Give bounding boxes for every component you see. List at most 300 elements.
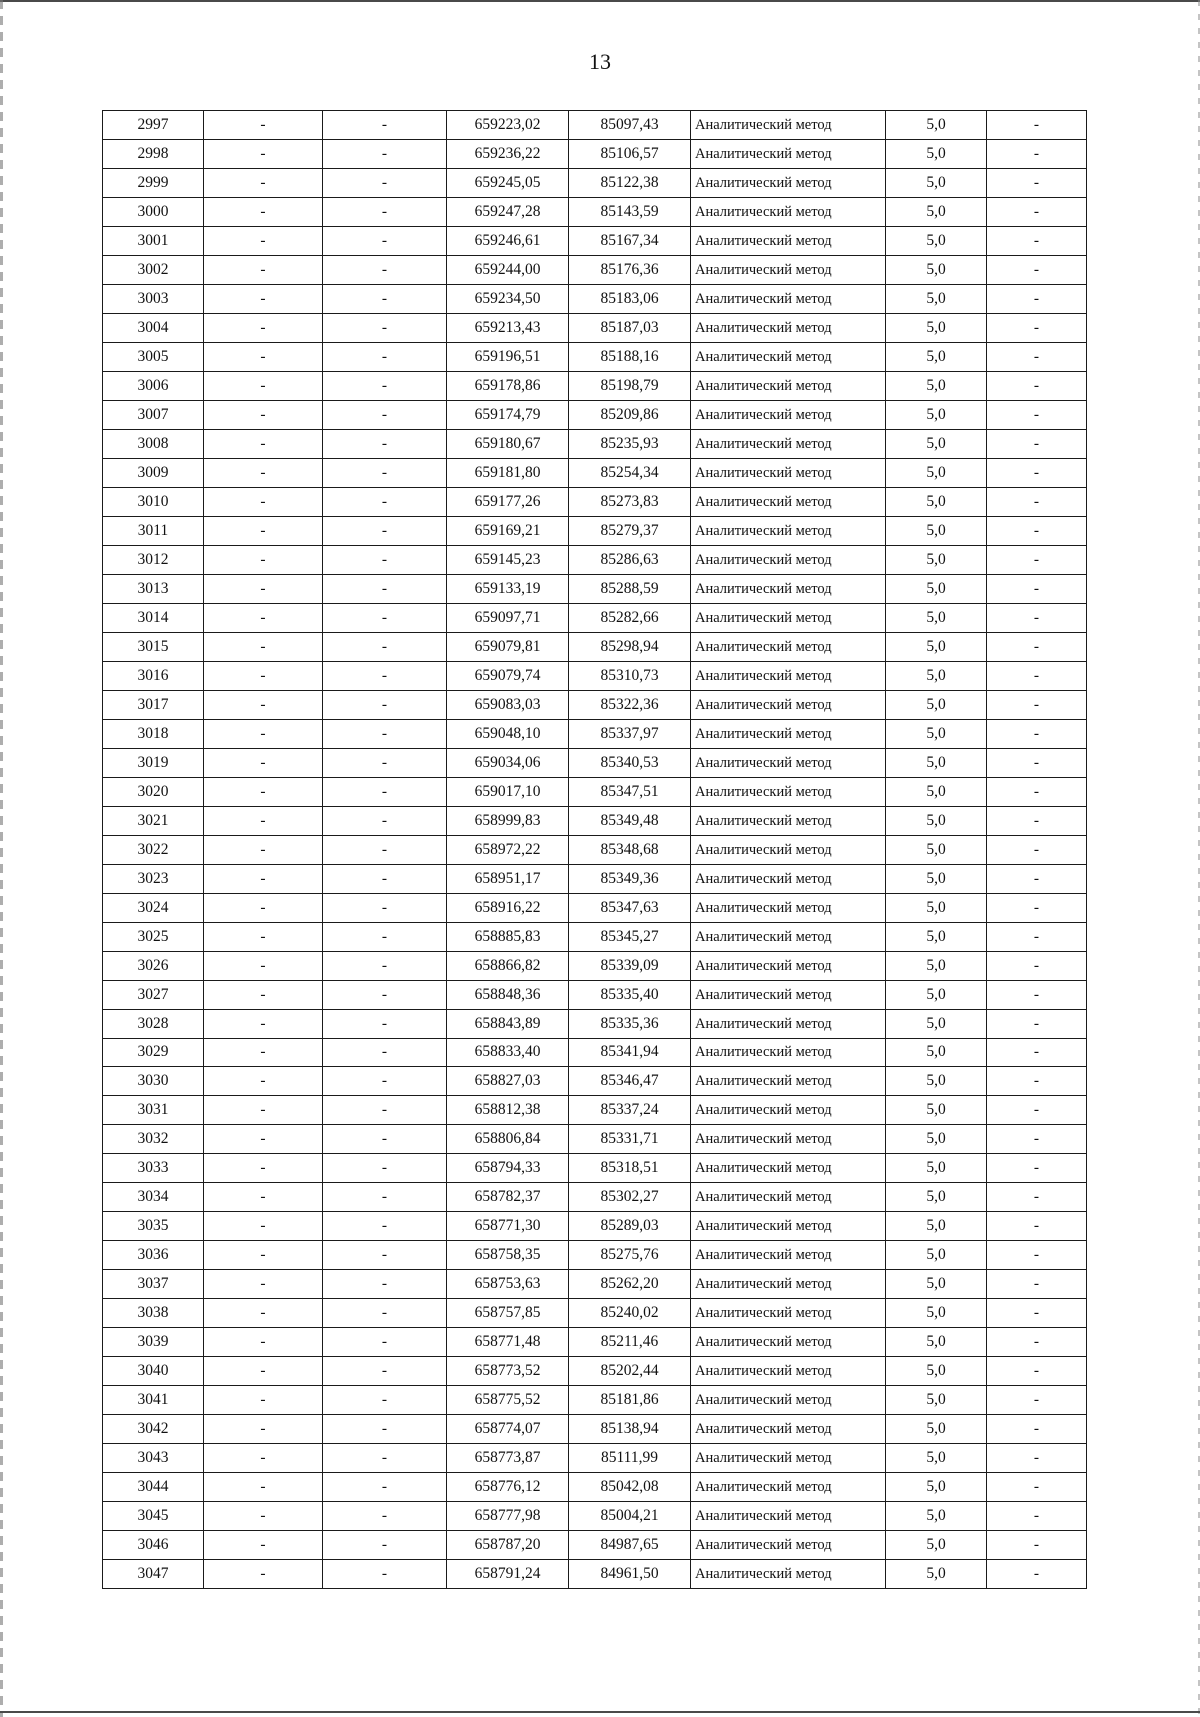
point-number-cell: 3009: [103, 458, 204, 487]
method-cell: Аналитический метод: [691, 1183, 886, 1212]
old-x-cell: -: [204, 1328, 323, 1357]
table-row: [103, 661, 1087, 690]
old-y-cell: -: [323, 951, 447, 980]
point-number-cell: 3038: [103, 1299, 204, 1328]
accuracy-cell: 5,0: [886, 1212, 987, 1241]
old-y-cell: -: [323, 1299, 447, 1328]
accuracy-cell: 5,0: [886, 371, 987, 400]
description-cell: -: [987, 111, 1087, 140]
y-coordinate-cell: 85349,48: [569, 806, 691, 835]
point-number-cell: 3029: [103, 1038, 204, 1067]
accuracy-cell: 5,0: [886, 603, 987, 632]
accuracy-cell: 5,0: [886, 806, 987, 835]
old-x-cell: -: [204, 516, 323, 545]
x-coordinate-cell: 658827,03: [447, 1067, 569, 1096]
old-x-cell: -: [204, 226, 323, 255]
old-x-cell: -: [204, 1125, 323, 1154]
x-coordinate-cell: 659169,21: [447, 516, 569, 545]
table-row: [103, 487, 1087, 516]
table-row: [103, 835, 1087, 864]
method-cell: Аналитический метод: [691, 371, 886, 400]
point-number-cell: 3016: [103, 661, 204, 690]
method-cell: Аналитический метод: [691, 1299, 886, 1328]
old-x-cell: -: [204, 1241, 323, 1270]
x-coordinate-cell: 658916,22: [447, 893, 569, 922]
description-cell: -: [987, 1299, 1087, 1328]
old-x-cell: -: [204, 1444, 323, 1473]
x-coordinate-cell: 659034,06: [447, 748, 569, 777]
point-number-cell: 3005: [103, 342, 204, 371]
point-number-cell: 3027: [103, 980, 204, 1009]
y-coordinate-cell: 85187,03: [569, 313, 691, 342]
accuracy-cell: 5,0: [886, 429, 987, 458]
y-coordinate-cell: 85106,57: [569, 139, 691, 168]
old-x-cell: -: [204, 371, 323, 400]
table-row: [103, 313, 1087, 342]
y-coordinate-cell: 85111,99: [569, 1444, 691, 1473]
accuracy-cell: 5,0: [886, 1183, 987, 1212]
accuracy-cell: 5,0: [886, 1502, 987, 1531]
description-cell: -: [987, 1183, 1087, 1212]
method-cell: Аналитический метод: [691, 1125, 886, 1154]
point-number-cell: 3013: [103, 574, 204, 603]
old-y-cell: -: [323, 1038, 447, 1067]
description-cell: -: [987, 835, 1087, 864]
point-number-cell: 3034: [103, 1183, 204, 1212]
description-cell: -: [987, 777, 1087, 806]
old-x-cell: -: [204, 632, 323, 661]
point-number-cell: 3025: [103, 922, 204, 951]
description-cell: -: [987, 1531, 1087, 1560]
x-coordinate-cell: 659181,80: [447, 458, 569, 487]
old-y-cell: -: [323, 1183, 447, 1212]
y-coordinate-cell: 85122,38: [569, 168, 691, 197]
accuracy-cell: 5,0: [886, 458, 987, 487]
method-cell: Аналитический метод: [691, 1560, 886, 1589]
old-x-cell: -: [204, 574, 323, 603]
table-row: [103, 719, 1087, 748]
table-row: [103, 1560, 1087, 1589]
x-coordinate-cell: 658885,83: [447, 922, 569, 951]
accuracy-cell: 5,0: [886, 111, 987, 140]
description-cell: -: [987, 255, 1087, 284]
x-coordinate-cell: 658843,89: [447, 1009, 569, 1038]
description-cell: -: [987, 719, 1087, 748]
accuracy-cell: 5,0: [886, 1038, 987, 1067]
description-cell: -: [987, 1415, 1087, 1444]
description-cell: -: [987, 487, 1087, 516]
y-coordinate-cell: 85235,93: [569, 429, 691, 458]
description-cell: -: [987, 342, 1087, 371]
description-cell: -: [987, 661, 1087, 690]
point-number-cell: 3010: [103, 487, 204, 516]
y-coordinate-cell: 85262,20: [569, 1270, 691, 1299]
old-y-cell: -: [323, 313, 447, 342]
old-x-cell: -: [204, 1531, 323, 1560]
old-x-cell: -: [204, 342, 323, 371]
method-cell: Аналитический метод: [691, 1241, 886, 1270]
point-number-cell: 3042: [103, 1415, 204, 1444]
method-cell: Аналитический метод: [691, 1096, 886, 1125]
old-y-cell: -: [323, 284, 447, 313]
description-cell: -: [987, 139, 1087, 168]
old-y-cell: -: [323, 632, 447, 661]
point-number-cell: 3032: [103, 1125, 204, 1154]
method-cell: Аналитический метод: [691, 1415, 886, 1444]
table-row: [103, 748, 1087, 777]
table-row: [103, 922, 1087, 951]
old-y-cell: -: [323, 197, 447, 226]
old-y-cell: -: [323, 1531, 447, 1560]
old-y-cell: -: [323, 168, 447, 197]
old-x-cell: -: [204, 313, 323, 342]
y-coordinate-cell: 85331,71: [569, 1125, 691, 1154]
old-y-cell: -: [323, 1009, 447, 1038]
y-coordinate-cell: 85310,73: [569, 661, 691, 690]
x-coordinate-cell: 659245,05: [447, 168, 569, 197]
method-cell: Аналитический метод: [691, 1473, 886, 1502]
description-cell: -: [987, 1154, 1087, 1183]
x-coordinate-cell: 659213,43: [447, 313, 569, 342]
description-cell: -: [987, 632, 1087, 661]
old-y-cell: -: [323, 922, 447, 951]
method-cell: Аналитический метод: [691, 487, 886, 516]
x-coordinate-cell: 659083,03: [447, 690, 569, 719]
old-y-cell: -: [323, 371, 447, 400]
y-coordinate-cell: 85335,40: [569, 980, 691, 1009]
table-row: [103, 139, 1087, 168]
y-coordinate-cell: 84961,50: [569, 1560, 691, 1589]
point-number-cell: 3015: [103, 632, 204, 661]
table-row: [103, 429, 1087, 458]
y-coordinate-cell: 85335,36: [569, 1009, 691, 1038]
x-coordinate-cell: 658787,20: [447, 1531, 569, 1560]
accuracy-cell: 5,0: [886, 1299, 987, 1328]
old-x-cell: -: [204, 1560, 323, 1589]
method-cell: Аналитический метод: [691, 1212, 886, 1241]
table-row: [103, 1212, 1087, 1241]
old-x-cell: -: [204, 748, 323, 777]
point-number-cell: 3023: [103, 864, 204, 893]
description-cell: -: [987, 1270, 1087, 1299]
table-row: [103, 1531, 1087, 1560]
x-coordinate-cell: 658999,83: [447, 806, 569, 835]
y-coordinate-cell: 85337,97: [569, 719, 691, 748]
method-cell: Аналитический метод: [691, 458, 886, 487]
table-row: [103, 893, 1087, 922]
method-cell: Аналитический метод: [691, 313, 886, 342]
old-y-cell: -: [323, 545, 447, 574]
x-coordinate-cell: 658848,36: [447, 980, 569, 1009]
old-y-cell: -: [323, 1154, 447, 1183]
description-cell: -: [987, 951, 1087, 980]
table-row: [103, 1241, 1087, 1270]
point-number-cell: 3018: [103, 719, 204, 748]
method-cell: Аналитический метод: [691, 777, 886, 806]
old-x-cell: -: [204, 1038, 323, 1067]
old-y-cell: -: [323, 516, 447, 545]
old-y-cell: -: [323, 806, 447, 835]
accuracy-cell: 5,0: [886, 1415, 987, 1444]
old-y-cell: -: [323, 487, 447, 516]
point-number-cell: 3036: [103, 1241, 204, 1270]
accuracy-cell: 5,0: [886, 1328, 987, 1357]
point-number-cell: 3017: [103, 690, 204, 719]
method-cell: Аналитический метод: [691, 168, 886, 197]
y-coordinate-cell: 85341,94: [569, 1038, 691, 1067]
accuracy-cell: 5,0: [886, 1096, 987, 1125]
point-number-cell: 3000: [103, 197, 204, 226]
y-coordinate-cell: 85349,36: [569, 864, 691, 893]
x-coordinate-cell: 658794,33: [447, 1154, 569, 1183]
description-cell: -: [987, 574, 1087, 603]
point-number-cell: 3002: [103, 255, 204, 284]
x-coordinate-cell: 659097,71: [447, 603, 569, 632]
old-x-cell: -: [204, 111, 323, 140]
point-number-cell: 3039: [103, 1328, 204, 1357]
old-x-cell: -: [204, 400, 323, 429]
x-coordinate-cell: 658791,24: [447, 1560, 569, 1589]
old-x-cell: -: [204, 603, 323, 632]
x-coordinate-cell: 659133,19: [447, 574, 569, 603]
point-number-cell: 3007: [103, 400, 204, 429]
method-cell: Аналитический метод: [691, 197, 886, 226]
table-row: [103, 1270, 1087, 1299]
description-cell: -: [987, 1096, 1087, 1125]
method-cell: Аналитический метод: [691, 429, 886, 458]
point-number-cell: 2997: [103, 111, 204, 140]
point-number-cell: 3021: [103, 806, 204, 835]
x-coordinate-cell: 658758,35: [447, 1241, 569, 1270]
y-coordinate-cell: 85097,43: [569, 111, 691, 140]
accuracy-cell: 5,0: [886, 864, 987, 893]
old-y-cell: -: [323, 1386, 447, 1415]
point-number-cell: 3030: [103, 1067, 204, 1096]
description-cell: -: [987, 1212, 1087, 1241]
x-coordinate-cell: 658806,84: [447, 1125, 569, 1154]
table-row: [103, 1328, 1087, 1357]
description-cell: -: [987, 1067, 1087, 1096]
old-x-cell: -: [204, 1299, 323, 1328]
scan-bottom-border: [0, 1711, 1200, 1713]
point-number-cell: 3040: [103, 1357, 204, 1386]
description-cell: -: [987, 371, 1087, 400]
y-coordinate-cell: 85289,03: [569, 1212, 691, 1241]
method-cell: Аналитический метод: [691, 1154, 886, 1183]
method-cell: Аналитический метод: [691, 1067, 886, 1096]
accuracy-cell: 5,0: [886, 719, 987, 748]
table-row: [103, 1473, 1087, 1502]
old-x-cell: -: [204, 197, 323, 226]
old-y-cell: -: [323, 1096, 447, 1125]
point-number-cell: 3006: [103, 371, 204, 400]
old-y-cell: -: [323, 980, 447, 1009]
method-cell: Аналитический метод: [691, 284, 886, 313]
old-y-cell: -: [323, 690, 447, 719]
x-coordinate-cell: 659180,67: [447, 429, 569, 458]
point-number-cell: 3035: [103, 1212, 204, 1241]
old-y-cell: -: [323, 400, 447, 429]
accuracy-cell: 5,0: [886, 980, 987, 1009]
table-row: [103, 690, 1087, 719]
table-row: [103, 226, 1087, 255]
accuracy-cell: 5,0: [886, 1531, 987, 1560]
accuracy-cell: 5,0: [886, 226, 987, 255]
description-cell: -: [987, 922, 1087, 951]
old-y-cell: -: [323, 719, 447, 748]
description-cell: -: [987, 1009, 1087, 1038]
x-coordinate-cell: 658773,87: [447, 1444, 569, 1473]
x-coordinate-cell: 659234,50: [447, 284, 569, 313]
y-coordinate-cell: 85337,24: [569, 1096, 691, 1125]
accuracy-cell: 5,0: [886, 893, 987, 922]
table-row: [103, 574, 1087, 603]
old-x-cell: -: [204, 545, 323, 574]
old-x-cell: -: [204, 980, 323, 1009]
y-coordinate-cell: 85282,66: [569, 603, 691, 632]
y-coordinate-cell: 85345,27: [569, 922, 691, 951]
table-row: [103, 400, 1087, 429]
old-y-cell: -: [323, 893, 447, 922]
old-x-cell: -: [204, 661, 323, 690]
point-number-cell: 3012: [103, 545, 204, 574]
method-cell: Аналитический метод: [691, 864, 886, 893]
x-coordinate-cell: 658866,82: [447, 951, 569, 980]
coordinates-table-body: [103, 111, 1087, 1589]
old-x-cell: -: [204, 1212, 323, 1241]
description-cell: -: [987, 1502, 1087, 1531]
method-cell: Аналитический метод: [691, 1502, 886, 1531]
y-coordinate-cell: 85004,21: [569, 1502, 691, 1531]
y-coordinate-cell: 85176,36: [569, 255, 691, 284]
old-y-cell: -: [323, 1212, 447, 1241]
old-y-cell: -: [323, 1067, 447, 1096]
old-x-cell: -: [204, 777, 323, 806]
accuracy-cell: 5,0: [886, 255, 987, 284]
old-x-cell: -: [204, 951, 323, 980]
point-number-cell: 3008: [103, 429, 204, 458]
old-x-cell: -: [204, 690, 323, 719]
description-cell: -: [987, 980, 1087, 1009]
description-cell: -: [987, 545, 1087, 574]
accuracy-cell: 5,0: [886, 168, 987, 197]
accuracy-cell: 5,0: [886, 951, 987, 980]
old-x-cell: -: [204, 487, 323, 516]
table-row: [103, 1415, 1087, 1444]
old-y-cell: -: [323, 1270, 447, 1299]
x-coordinate-cell: 658753,63: [447, 1270, 569, 1299]
accuracy-cell: 5,0: [886, 661, 987, 690]
y-coordinate-cell: 85167,34: [569, 226, 691, 255]
description-cell: -: [987, 516, 1087, 545]
point-number-cell: 3043: [103, 1444, 204, 1473]
method-cell: Аналитический метод: [691, 632, 886, 661]
point-number-cell: 3003: [103, 284, 204, 313]
description-cell: -: [987, 1560, 1087, 1589]
point-number-cell: 3001: [103, 226, 204, 255]
accuracy-cell: 5,0: [886, 1154, 987, 1183]
table-row: [103, 806, 1087, 835]
method-cell: Аналитический метод: [691, 1038, 886, 1067]
old-y-cell: -: [323, 255, 447, 284]
y-coordinate-cell: 85318,51: [569, 1154, 691, 1183]
point-number-cell: 3041: [103, 1386, 204, 1415]
method-cell: Аналитический метод: [691, 574, 886, 603]
accuracy-cell: 5,0: [886, 139, 987, 168]
y-coordinate-cell: 85181,86: [569, 1386, 691, 1415]
point-number-cell: 3011: [103, 516, 204, 545]
description-cell: -: [987, 400, 1087, 429]
x-coordinate-cell: 658774,07: [447, 1415, 569, 1444]
x-coordinate-cell: 658777,98: [447, 1502, 569, 1531]
y-coordinate-cell: 85288,59: [569, 574, 691, 603]
old-x-cell: -: [204, 255, 323, 284]
point-number-cell: 3020: [103, 777, 204, 806]
point-number-cell: 3026: [103, 951, 204, 980]
description-cell: -: [987, 806, 1087, 835]
accuracy-cell: 5,0: [886, 1125, 987, 1154]
method-cell: Аналитический метод: [691, 661, 886, 690]
method-cell: Аналитический метод: [691, 1444, 886, 1473]
method-cell: Аналитический метод: [691, 1357, 886, 1386]
accuracy-cell: 5,0: [886, 1560, 987, 1589]
old-x-cell: -: [204, 1154, 323, 1183]
table-row: [103, 516, 1087, 545]
table-row: [103, 111, 1087, 140]
old-x-cell: -: [204, 429, 323, 458]
method-cell: Аналитический метод: [691, 545, 886, 574]
y-coordinate-cell: 85286,63: [569, 545, 691, 574]
accuracy-cell: 5,0: [886, 284, 987, 313]
description-cell: -: [987, 1473, 1087, 1502]
accuracy-cell: 5,0: [886, 690, 987, 719]
accuracy-cell: 5,0: [886, 313, 987, 342]
point-number-cell: 3046: [103, 1531, 204, 1560]
description-cell: -: [987, 313, 1087, 342]
method-cell: Аналитический метод: [691, 139, 886, 168]
y-coordinate-cell: 85279,37: [569, 516, 691, 545]
old-x-cell: -: [204, 1473, 323, 1502]
x-coordinate-cell: 658812,38: [447, 1096, 569, 1125]
old-y-cell: -: [323, 1502, 447, 1531]
accuracy-cell: 5,0: [886, 1241, 987, 1270]
method-cell: Аналитический метод: [691, 226, 886, 255]
table-row: [103, 951, 1087, 980]
old-y-cell: -: [323, 661, 447, 690]
method-cell: Аналитический метод: [691, 1328, 886, 1357]
table-row: [103, 1299, 1087, 1328]
table-row: [103, 458, 1087, 487]
x-coordinate-cell: 658771,48: [447, 1328, 569, 1357]
point-number-cell: 3004: [103, 313, 204, 342]
description-cell: -: [987, 748, 1087, 777]
y-coordinate-cell: 85254,34: [569, 458, 691, 487]
description-cell: -: [987, 1241, 1087, 1270]
table-row: [103, 1183, 1087, 1212]
method-cell: Аналитический метод: [691, 1009, 886, 1038]
x-coordinate-cell: 658757,85: [447, 1299, 569, 1328]
point-number-cell: 3028: [103, 1009, 204, 1038]
description-cell: -: [987, 1386, 1087, 1415]
table-row: [103, 980, 1087, 1009]
accuracy-cell: 5,0: [886, 748, 987, 777]
old-x-cell: -: [204, 1415, 323, 1444]
accuracy-cell: 5,0: [886, 632, 987, 661]
point-number-cell: 3033: [103, 1154, 204, 1183]
method-cell: Аналитический метод: [691, 1270, 886, 1299]
table-row: [103, 1096, 1087, 1125]
old-y-cell: -: [323, 1560, 447, 1589]
